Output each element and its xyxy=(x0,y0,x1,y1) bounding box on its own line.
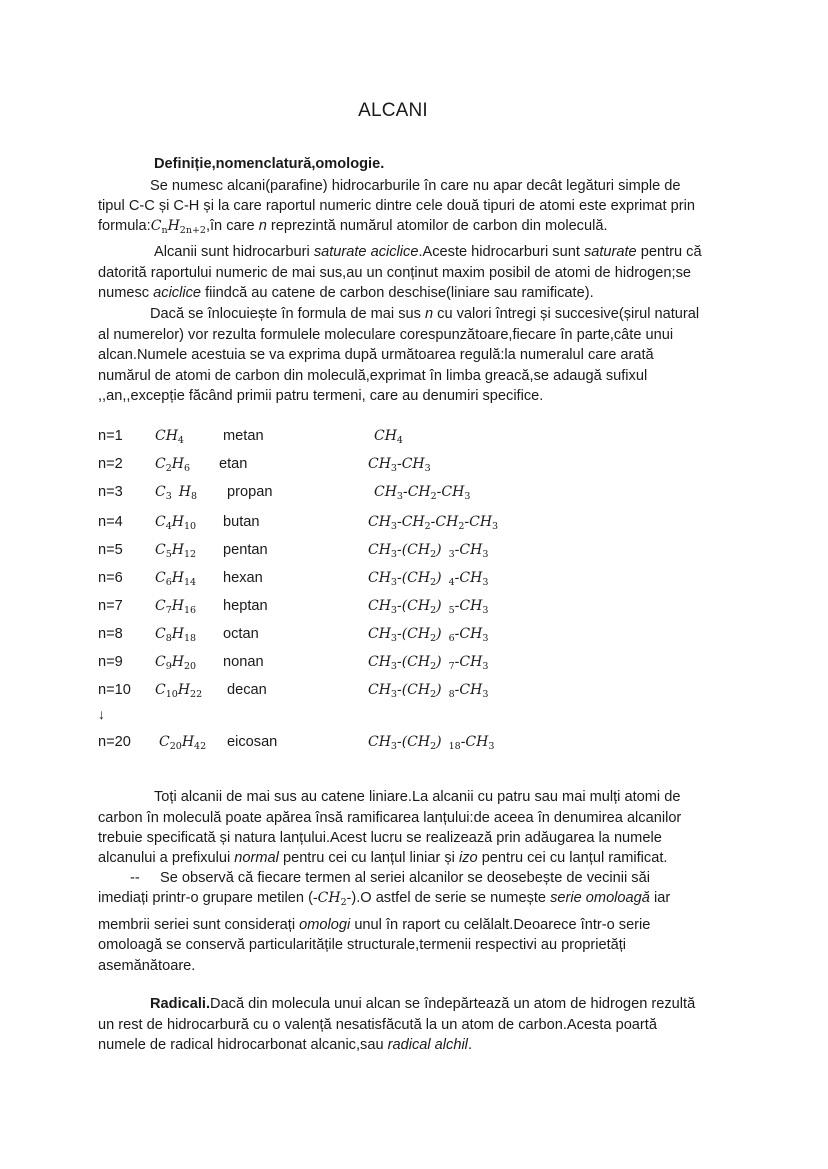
alkane-row xyxy=(98,542,698,564)
paragraph-line: carbon în moleculă poate apărea însă ramificarea lanțului:de aceea în denumirea alcanilor xyxy=(98,810,682,826)
alkane-row xyxy=(98,456,698,478)
molecular-formula: $C_6H_{14}$ xyxy=(155,570,197,588)
alkane-index: n=4 xyxy=(98,514,123,530)
paragraph-line: asemănătoare. xyxy=(98,958,196,974)
down-arrow-icon: ↓ xyxy=(98,706,105,722)
alkane-name: butan xyxy=(223,514,260,530)
paragraph-line: Radicali.Dacă din molecula unui alcan se îndepărtează un atom de hidrogen rezultă xyxy=(150,996,696,1012)
alkane-row xyxy=(98,654,698,676)
alkane-index: n=8 xyxy=(98,626,123,642)
alkane-row xyxy=(98,514,698,536)
alkane-index: n=7 xyxy=(98,598,123,614)
molecular-formula: $C_4H_{10}$ xyxy=(155,514,197,532)
paragraph-line: datorită raportului numeric de mai sus,au un conținut maxim posibil de atomi de hidrogen;se xyxy=(98,265,691,281)
molecular-formula: $C_5H_{12}$ xyxy=(155,542,197,560)
paragraph-line: Se numesc alcani(parafine) hidrocarburile în care nu apar decât legături simple de xyxy=(150,178,681,194)
molecular-formula: $C_8H_{18}$ xyxy=(155,626,197,644)
alkane-name: hexan xyxy=(223,570,263,586)
paragraph-line: Se observă că fiecare termen al seriei alcanilor se deosebește de vecinii săi xyxy=(160,870,650,886)
paragraph-line: Toți alcanii de mai sus au catene liniare.La alcanii cu patru sau mai mulți atomi de xyxy=(154,789,681,805)
paragraph-line: trebuie specificată și natura lanțului.Acest lucru se realizează prin adăugarea la numele xyxy=(98,830,662,846)
paragraph-line: numărul de atomi de carbon din moleculă,exprimat în limba greacă,se adaugă sufixul xyxy=(98,368,648,384)
molecular-formula: $C_3$ $H_8$ xyxy=(155,484,198,502)
paragraph-line: $formula:C_nH_{2n+2},în$ care n reprezintă numărul atomilor de carbon din moleculă. xyxy=(98,218,608,236)
paragraph-line: omoloagă se conservă particularitățile structurale,termenii respectivi au proprietăți xyxy=(98,937,627,953)
general-formula: $C_nH_{2n+2}$ xyxy=(150,218,206,236)
paragraph-line: ,,an,,excepție făcând primii patru termeni, care au denumiri specifice. xyxy=(98,388,544,404)
structural-formula: $CH_3-CH_2-CH_2-CH_3$ xyxy=(368,514,499,532)
alkane-index: n=6 xyxy=(98,570,123,586)
molecular-formula: $C_7H_{16}$ xyxy=(155,598,197,616)
alkane-index: n=20 xyxy=(98,734,131,750)
alkane-row xyxy=(98,428,698,450)
paragraph-line: alcan.Numele acestuia se va exprima după următoarea regulă:la numeralul care arată xyxy=(98,347,654,363)
molecular-formula: $C_2H_6$ xyxy=(155,456,191,474)
alkane-index: n=1 xyxy=(98,428,123,444)
molecular-formula: $C_{20}H_{42}$ xyxy=(159,734,207,752)
methylene-formula: $-CH_2-$ xyxy=(312,890,352,908)
alkane-index: n=9 xyxy=(98,654,123,670)
alkane-row xyxy=(98,484,698,506)
molecular-formula: $C_{10}H_{22}$ xyxy=(155,682,203,700)
structural-formula: $CH_3-(CH_2)$ $_6-CH_3$ xyxy=(368,626,489,644)
alkane-row xyxy=(98,734,698,756)
section-heading-radicals: Radicali. xyxy=(150,996,211,1012)
paragraph-line: tipul C-C și C-H și la care raportul numeric dintre cele două tipuri de atomi este exprimat prin xyxy=(98,198,695,214)
alkane-row xyxy=(98,570,698,592)
paragraph-line: numele de radical hidrocarbonat alcanic,sau radical alchil. xyxy=(98,1037,472,1053)
alkane-index: n=5 xyxy=(98,542,123,558)
alkane-name: pentan xyxy=(223,542,268,558)
molecular-formula: $C_9H_{20}$ xyxy=(155,654,197,672)
alkane-name: propan xyxy=(227,484,273,500)
alkane-name: metan xyxy=(223,428,264,444)
paragraph-line: Dacă se înlocuiește în formula de mai sus n cu valori întregi și succesive(șirul natural xyxy=(150,306,700,322)
molecular-formula: $CH_4$ xyxy=(155,428,184,446)
structural-formula: $CH_3-(CH_2)$ $_{18}-CH_3$ xyxy=(368,734,495,752)
section-heading-definitions: Definiție,nomenclatură,omologie. xyxy=(154,156,385,172)
structural-formula: $CH_3-CH_2-CH_3$ xyxy=(374,484,471,502)
paragraph-line: alcanului a prefixului normal pentru cei cu lanțul liniar și izo pentru cei cu lanțul ramificat. xyxy=(98,850,668,866)
alkane-name: etan xyxy=(219,456,248,472)
structural-formula: $CH_3-(CH_2)$ $_5-CH_3$ xyxy=(368,598,489,616)
alkane-name: heptan xyxy=(223,598,268,614)
alkane-name: octan xyxy=(223,626,259,642)
structural-formula: $CH_4$ xyxy=(374,428,403,446)
structural-formula: $CH_3-(CH_2)$ $_3-CH_3$ xyxy=(368,542,489,560)
alkane-index: n=10 xyxy=(98,682,131,698)
alkane-row xyxy=(98,626,698,648)
alkane-name: nonan xyxy=(223,654,264,670)
paragraph-line: al numerelor) vor rezulta formulele moleculare corespunzătoare,fiecare în parte,câte unui xyxy=(98,327,674,343)
structural-formula: $CH_3-CH_3$ xyxy=(368,456,431,474)
dash-marker: -- xyxy=(130,870,140,886)
structural-formula: $CH_3-(CH_2)$ $_4-CH_3$ xyxy=(368,570,489,588)
alkane-name: decan xyxy=(227,682,267,698)
alkane-index: n=2 xyxy=(98,456,123,472)
structural-formula: $CH_3-(CH_2)$ $_7-CH_3$ xyxy=(368,654,489,672)
paragraph-line: imediați printr-o grupare metilen $(-CH_2-).O$ astfel de serie se numește serie omoloagă iar xyxy=(98,890,671,908)
alkane-name: eicosan xyxy=(227,734,278,750)
alkane-row xyxy=(98,682,698,704)
paragraph-line: numesc aciclice fiindcă au catene de carbon deschise(liniare sau ramificate). xyxy=(98,285,594,301)
paragraph-line: membrii seriei sunt considerați omologi unul în raport cu celălalt.Deoarece într-o serie xyxy=(98,917,651,933)
structural-formula: $CH_3-(CH_2)$ $_8-CH_3$ xyxy=(368,682,489,700)
page-title: ALCANI xyxy=(358,100,428,121)
paragraph-line: un rest de hidrocarbură cu o valență nesatisfăcută la un atom de carbon.Acesta poartă xyxy=(98,1017,657,1033)
alkane-row xyxy=(98,598,698,620)
paragraph-line: Alcanii sunt hidrocarburi saturate aciclice.Aceste hidrocarburi sunt saturate pentru că xyxy=(154,244,702,260)
alkane-index: n=3 xyxy=(98,484,123,500)
